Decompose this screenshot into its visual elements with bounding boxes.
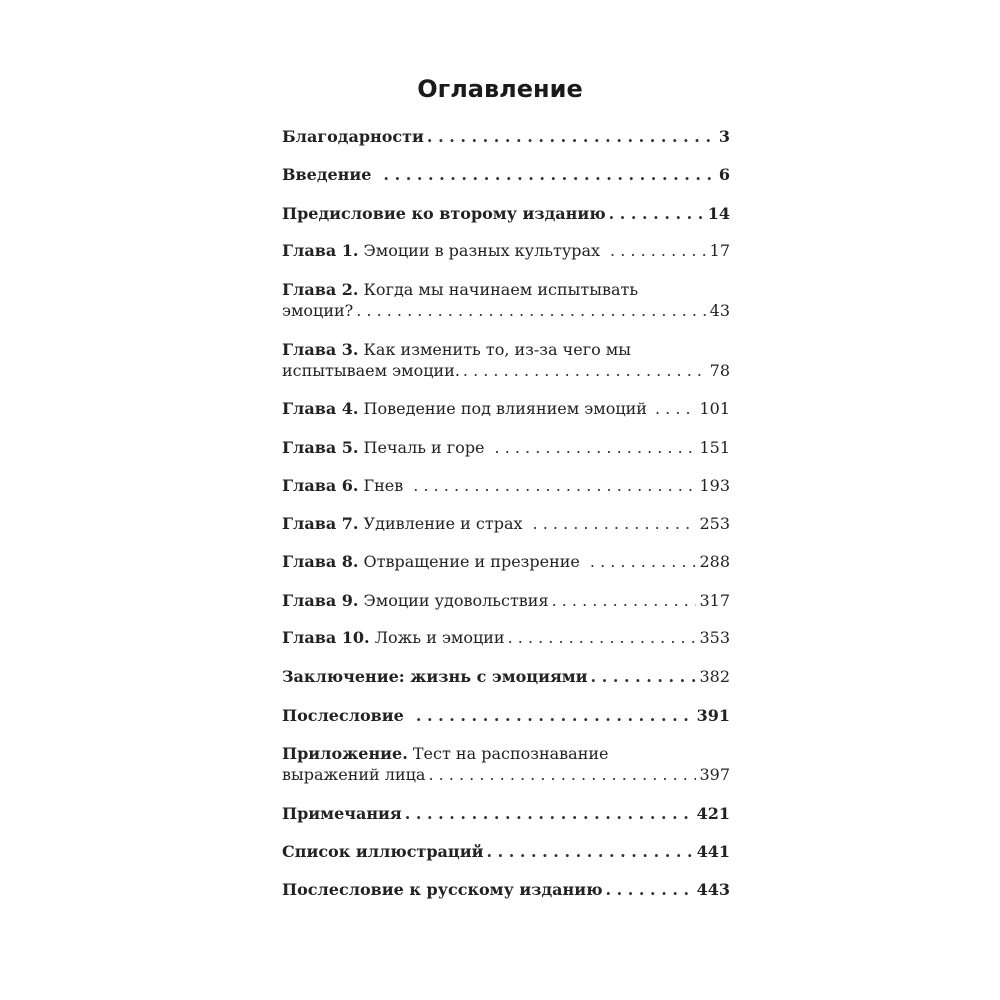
chapter-number: Глава 8. — [282, 552, 359, 571]
toc-page-number: 443 — [696, 880, 730, 899]
leader-dots — [486, 841, 693, 862]
leader-dots — [428, 764, 696, 785]
toc-page-number: 151 — [699, 438, 730, 457]
leader-dots — [610, 240, 707, 261]
chapter-number: Глава 5. — [282, 438, 359, 457]
leader-dots — [533, 513, 697, 534]
toc-page-number: 17 — [709, 241, 730, 260]
leader-dots — [508, 627, 697, 648]
toc-entry-title-continued: эмоции? — [282, 301, 354, 320]
toc-entry-title: Поведение под влиянием эмоций — [363, 399, 647, 418]
toc-page-number: 317 — [699, 591, 730, 610]
toc-entry-chapter-4[interactable] — [282, 398, 730, 419]
toc-page-number: 397 — [699, 765, 730, 784]
leader-dots — [605, 879, 693, 900]
toc-entry-chapter-5[interactable] — [282, 437, 730, 458]
toc-entry-title: Тест на распознавание — [412, 744, 609, 763]
leader-dots — [356, 300, 706, 321]
leader-dots — [552, 590, 697, 611]
toc-entry-title: Список иллюстраций — [282, 842, 484, 861]
leader-dots — [495, 437, 697, 458]
toc-page-number: 14 — [707, 204, 730, 223]
toc-page-number: 253 — [699, 514, 730, 533]
toc-entry-appendix[interactable] — [282, 743, 730, 785]
toc-entry-chapter-10[interactable] — [282, 627, 730, 648]
toc-entry-introduction[interactable] — [282, 164, 730, 185]
chapter-number: Приложение. — [282, 744, 408, 763]
toc-entry-title: Примечания — [282, 804, 402, 823]
chapter-number: Глава 1. — [282, 241, 359, 260]
leader-dots — [590, 551, 697, 572]
toc-entry-afterword-russian-edition[interactable] — [282, 879, 730, 900]
toc-entry-preface-second-edition[interactable] — [282, 203, 730, 224]
toc-entry-title: Заключение: жизнь с эмоциями — [282, 667, 588, 686]
toc-page-number: 43 — [709, 301, 730, 320]
toc-entry-title: Предисловие ко второму изданию — [282, 204, 606, 223]
toc-entry-conclusion[interactable] — [282, 666, 730, 687]
leader-dots — [463, 360, 707, 381]
toc-entry-title: Как изменить то, из-за чего мы — [363, 340, 631, 359]
toc-entry-title: Послесловие — [282, 706, 404, 725]
toc-entry-title: Введение — [282, 165, 372, 184]
leader-dots — [413, 475, 696, 496]
chapter-number: Глава 9. — [282, 591, 359, 610]
toc-entry-title: Отвращение и презрение — [363, 552, 580, 571]
leader-dots — [405, 803, 694, 824]
toc-entry-chapter-8[interactable] — [282, 551, 730, 572]
leader-dots — [591, 666, 697, 687]
toc-page-number: 6 — [718, 165, 730, 184]
toc-page-number: 78 — [709, 361, 730, 380]
toc-entry-acknowledgements[interactable] — [282, 126, 730, 147]
toc-entry-notes[interactable] — [282, 803, 730, 824]
toc-entry-title: Эмоции в разных культурах — [363, 241, 601, 260]
toc-page-number: 193 — [699, 476, 730, 495]
toc-entry-chapter-1[interactable] — [282, 240, 730, 261]
leader-dots — [609, 203, 705, 224]
leader-dots — [383, 164, 715, 185]
toc-entry-title: Удивление и страх — [363, 514, 523, 533]
toc-entry-chapter-7[interactable] — [282, 513, 730, 534]
chapter-number: Глава 2. — [282, 280, 359, 299]
toc-entry-chapter-3[interactable] — [282, 339, 730, 381]
toc-entry-chapter-2[interactable] — [282, 279, 730, 321]
toc-entry-title: Послесловие к русскому изданию — [282, 880, 603, 899]
toc-entry-title: Когда мы начинаем испытывать — [363, 280, 639, 299]
toc-page-number: 421 — [696, 804, 730, 823]
toc-page-number: 288 — [699, 552, 730, 571]
toc-page-number: 101 — [699, 399, 730, 418]
chapter-number: Глава 7. — [282, 514, 359, 533]
toc-entry-title: Гнев — [363, 476, 404, 495]
chapter-number: Глава 3. — [282, 340, 359, 359]
toc-page-number: 441 — [696, 842, 730, 861]
toc-entry-title-continued: испытываем эмоции. — [282, 361, 460, 380]
toc-entry-chapter-6[interactable] — [282, 475, 730, 496]
chapter-number: Глава 4. — [282, 399, 359, 418]
toc-entry-title: Эмоции удовольствия — [363, 591, 549, 610]
toc-entry-afterword[interactable] — [282, 705, 730, 726]
leader-dots — [655, 398, 696, 419]
chapter-number: Глава 6. — [282, 476, 359, 495]
toc-entry-chapter-9[interactable] — [282, 590, 730, 611]
toc-entry-title: Печаль и горе — [363, 438, 485, 457]
toc-page-number: 391 — [696, 706, 730, 725]
toc-entry-list-of-illustrations[interactable] — [282, 841, 730, 862]
toc-page-number: 3 — [718, 127, 730, 146]
toc-entry-title: Благодарности — [282, 127, 424, 146]
chapter-number: Глава 10. — [282, 628, 370, 647]
toc-page-number: 353 — [699, 628, 730, 647]
leader-dots — [427, 126, 716, 147]
leader-dots — [416, 705, 694, 726]
toc-entry-title-continued: выражений лица — [282, 765, 426, 784]
toc-page-number: 382 — [699, 667, 730, 686]
toc-entry-title: Ложь и эмоции — [374, 628, 505, 647]
page-title: Оглавление — [417, 75, 583, 103]
